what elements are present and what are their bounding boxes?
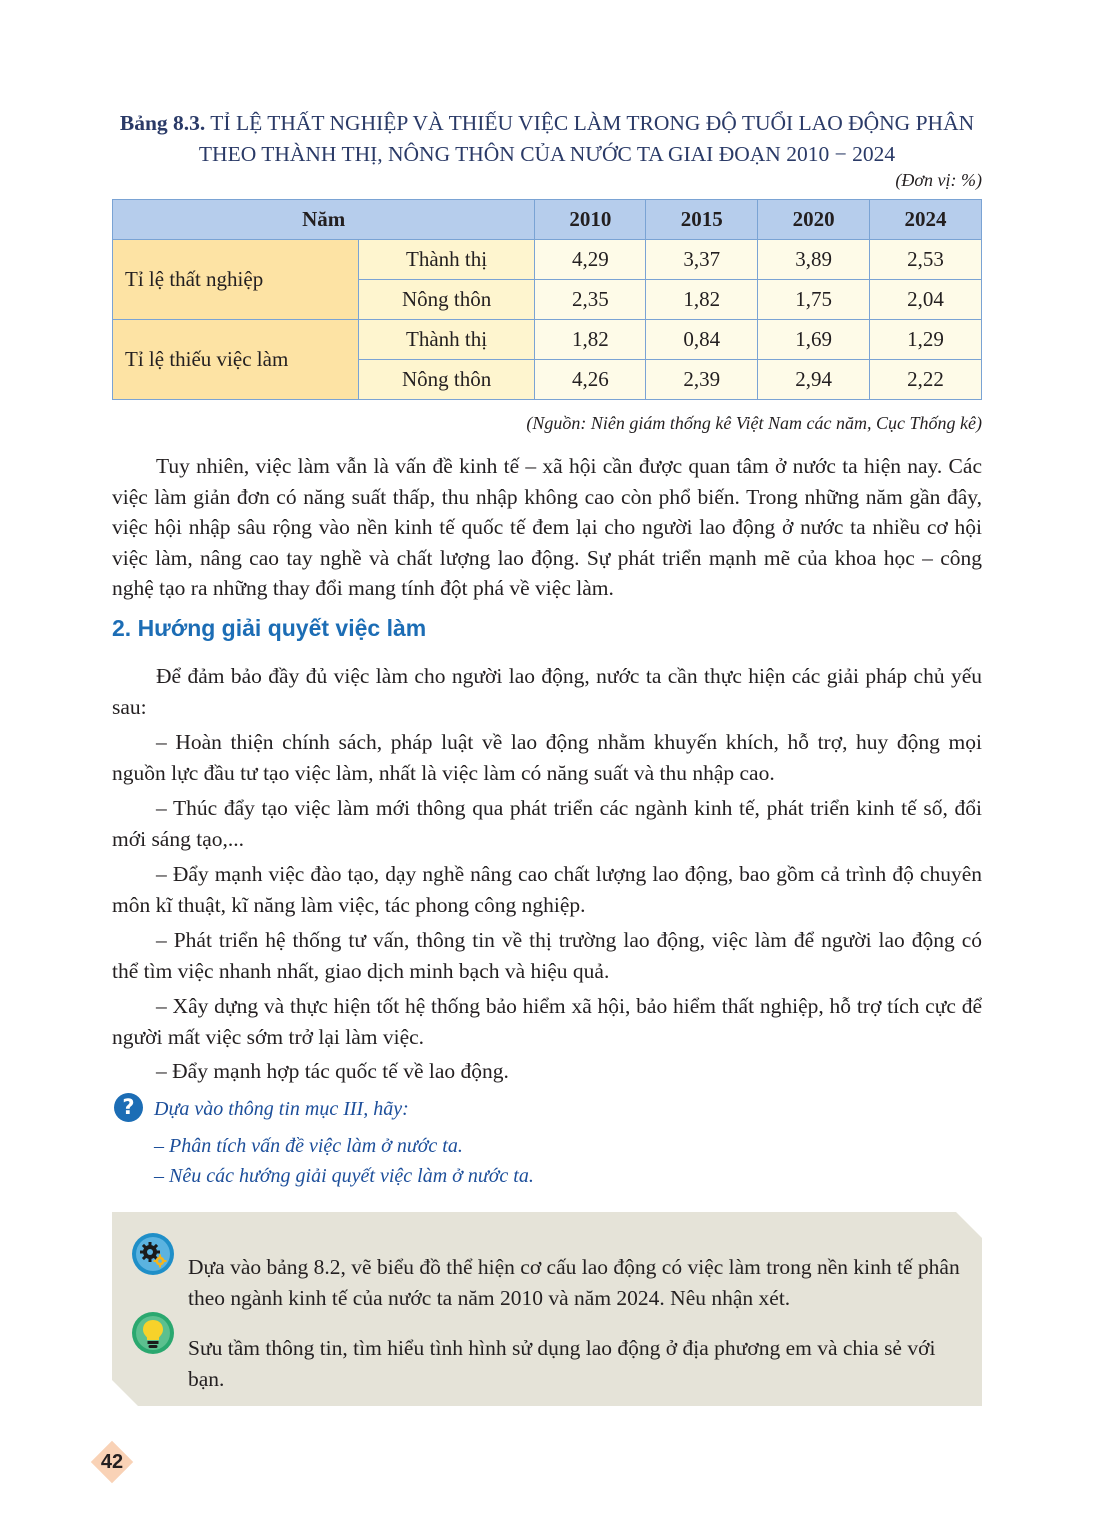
table-cell: 1,29 [870,320,982,360]
solution-item: – Hoàn thiện chính sách, pháp luật về lao động nhằm khuyến khích, hỗ trợ, huy động mọi nguồn lực đầu tư tạo việc làm, nhất là việc làm có năng suất và thu nhập cao. [112,730,982,785]
lightbulb-icon [131,1311,175,1355]
table-cell: 2,35 [535,280,646,320]
solution-item: – Xây dựng và thực hiện tốt hệ thống bảo hiểm xã hội, bảo hiểm thất nghiệp, hỗ trợ tích cực để người mất việc sớm trở lại làm việc. [112,994,982,1049]
apply-text: Sưu tầm thông tin, tìm hiểu tình hình sử dụng lao động ở địa phương em và chia sẻ với bạn. [188,1336,936,1391]
solution-item: – Phát triển hệ thống tư vấn, thông tin về thị trường lao động, việc làm để người lao động có thể tìm việc nhanh nhất, giao dịch minh bạch và hiệu quả. [112,928,982,983]
row-label: Thành thị [358,240,535,280]
unemployment-table [112,199,982,400]
group-label-unemployment: Tỉ lệ thất nghiệp [113,240,359,320]
table-cell: 0,84 [646,320,758,360]
table-cell: 1,75 [758,280,870,320]
page-number-badge [92,1442,132,1482]
intro-paragraph: Tuy nhiên, việc làm vẫn là vấn đề kinh tế – xã hội cần được quan tâm ở nước ta hiện nay. Các việc làm giản đơn có năng suất thấp, thu nhập không cao còn phổ biến. Trong những năm gần đây, việc hội nhập sâu rộng vào nền kinh tế quốc tế đem lại cho người lao động ở nước ta nhiều cơ hội việc làm, nâng cao tay nghề và chất lượng lao động. Sự phát triển mạnh mẽ của khoa học – công nghệ tạo ra những thay đổi mang tính đột phá về việc làm. [112,454,982,600]
table-caption-label: Bảng 8.3. [119,111,206,135]
group-label-underemployment: Tỉ lệ thiếu việc làm [113,320,359,400]
header-year: 2024 [870,200,982,240]
table-caption [112,108,982,170]
solution-item: – Đẩy mạnh hợp tác quốc tế về lao động. [156,1059,509,1083]
table-cell: 1,69 [758,320,870,360]
section-heading: 2. Hướng giải quyết việc làm [112,615,427,641]
table-cell: 4,29 [535,240,646,280]
table-cell: 2,94 [758,360,870,400]
question-line: Dựa vào thông tin mục III, hãy: [154,1098,409,1120]
table-row [113,320,982,360]
row-label: Nông thôn [358,360,535,400]
solution-item: – Đẩy mạnh việc đào tạo, dạy nghề nâng cao chất lượng lao động, bao gồm cả trình độ chuyên môn kĩ thuật, kĩ năng làm việc, tác phong công nghiệp. [112,862,982,917]
row-label: Thành thị [358,320,535,360]
header-year: 2020 [758,200,870,240]
table-caption-text: TỈ LỆ THẤT NGHIỆP VÀ THIẾU VIỆC LÀM TRONG ĐỘ TUỔI LAO ĐỘNG PHÂN THEO THÀNH THỊ, NÔNG THÔN CỦA NƯỚC TA GIAI ĐOẠN 2010 − 2024 [198,111,975,166]
table-cell: 2,22 [870,360,982,400]
solution-item: – Thúc đẩy tạo việc làm mới thông qua phát triển các ngành kinh tế, phát triển kinh tế số, đổi mới sáng tạo,... [112,796,982,851]
practice-text: Dựa vào bảng 8.2, vẽ biểu đồ thể hiện cơ cấu lao động có việc làm trong nền kinh tế phân theo ngành kinh tế của nước ta năm 2010 và năm 2024. Nêu nhận xét. [188,1255,960,1310]
header-year: 2010 [535,200,646,240]
table-source: (Nguồn: Niên giám thống kê Việt Nam các năm, Cục Thống kê) [526,413,982,433]
table-unit: (Đơn vị: %) [895,170,982,190]
question-icon: ? [114,1093,143,1122]
table-cell: 3,89 [758,240,870,280]
table-cell: 2,39 [646,360,758,400]
table-cell: 1,82 [646,280,758,320]
table-row [113,240,982,280]
table-cell: 4,26 [535,360,646,400]
header-year: 2015 [646,200,758,240]
row-label: Nông thôn [358,280,535,320]
table-cell: 2,53 [870,240,982,280]
page-number: 42 [100,1451,124,1473]
table-cell: 2,04 [870,280,982,320]
section-lead: Để đảm bảo đầy đủ việc làm cho người lao động, nước ta cần thực hiện các giải pháp chủ yếu sau: [112,664,982,719]
table-header-row [113,200,982,240]
gears-icon [131,1232,175,1276]
header-year-label: Năm [113,200,535,240]
table-cell: 1,82 [535,320,646,360]
question-line: – Phân tích vấn đề việc làm ở nước ta. [154,1135,463,1157]
question-line: – Nêu các hướng giải quyết việc làm ở nước ta. [154,1165,534,1187]
table-cell: 3,37 [646,240,758,280]
